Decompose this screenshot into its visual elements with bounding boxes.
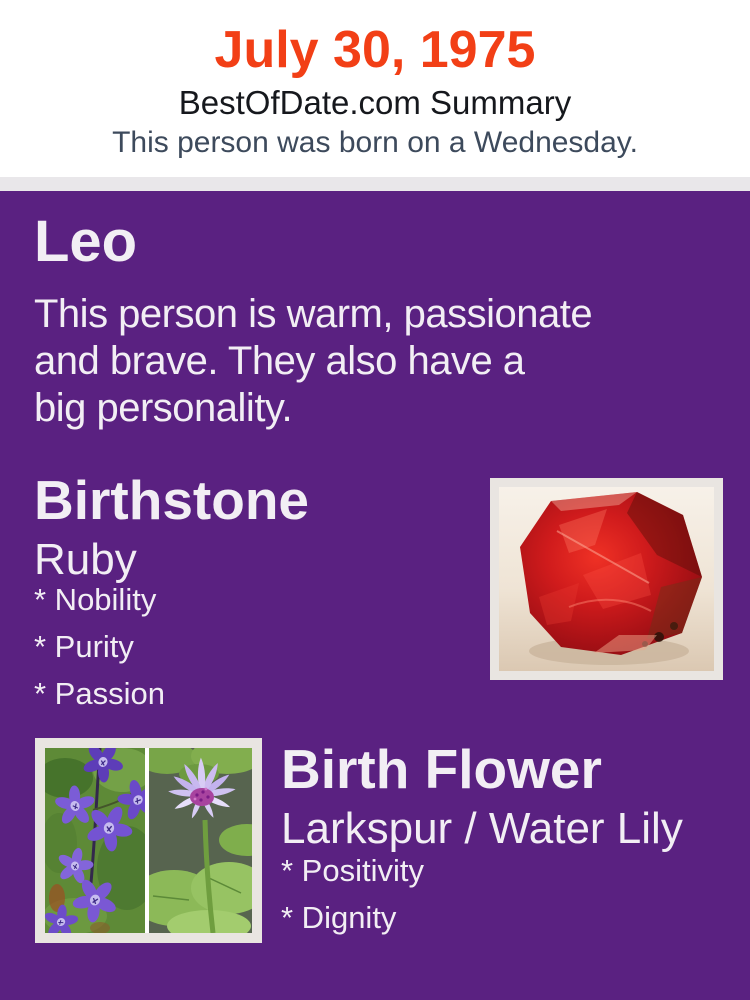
date-title: July 30, 1975 xyxy=(214,21,536,79)
birthstone-trait: * Purity xyxy=(34,629,134,664)
ruby-photo xyxy=(499,487,714,671)
birthstone-trait-list xyxy=(34,576,165,717)
zodiac-description-line: big personality. xyxy=(34,386,293,430)
birthstone-trait: * Passion xyxy=(34,676,165,711)
flower-photo-pair xyxy=(45,748,252,933)
birth-flower-trait-list xyxy=(281,847,424,941)
zodiac-sign-title: Leo xyxy=(34,209,138,274)
birthstone-title: Birthstone xyxy=(34,469,309,531)
ruby-image xyxy=(490,478,723,680)
header-divider xyxy=(0,177,750,191)
zodiac-description xyxy=(34,291,592,432)
purple-content-panel xyxy=(0,191,750,1000)
born-weekday-line: This person was born on a Wednesday. xyxy=(112,126,638,159)
site-summary-title: BestOfDate.com Summary xyxy=(178,84,572,121)
zodiac-description-line: and brave. They also have a xyxy=(34,339,525,383)
flower-image xyxy=(35,738,262,943)
larkspur-photo xyxy=(45,748,145,933)
birth-flower-trait: * Positivity xyxy=(281,853,424,888)
zodiac-description-line: This person is warm, passionate xyxy=(34,292,593,336)
birth-flower-name: Larkspur / Water Lily xyxy=(281,804,683,853)
header xyxy=(0,0,750,177)
birth-flower-title: Birth Flower xyxy=(281,738,602,800)
birthstone-trait: * Nobility xyxy=(34,582,157,617)
water-lily-photo xyxy=(149,748,252,933)
birth-flower-trait: * Dignity xyxy=(281,900,397,935)
birthstone-name: Ruby xyxy=(34,535,137,584)
